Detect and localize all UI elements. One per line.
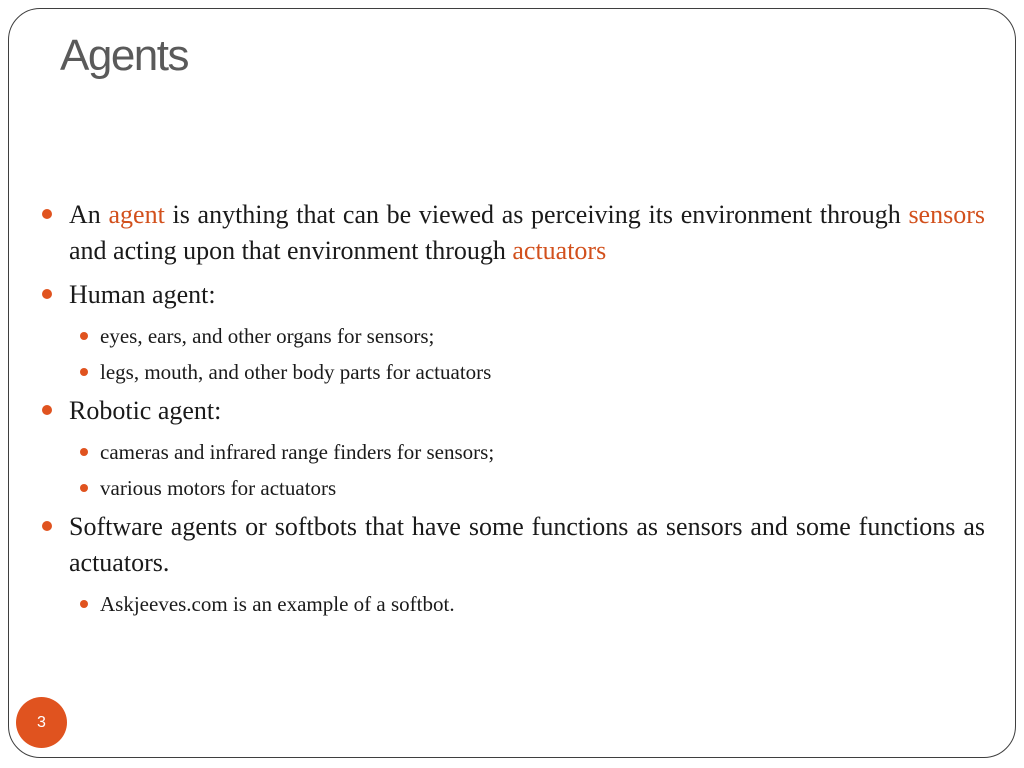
sub-bullet: [80, 437, 985, 467]
bullet-robotic-agent: [40, 393, 985, 429]
bullet-human-agent: [40, 277, 985, 313]
bullet-text: is anything that can be viewed as perceiving its environment through: [164, 200, 909, 229]
highlight-term-agent: agent: [108, 200, 165, 229]
bullet-text: and acting upon that environment through: [69, 236, 513, 265]
bullet-dot-icon: [80, 484, 88, 492]
bullet-dot-icon: [42, 521, 52, 531]
sub-bullet: [80, 589, 985, 619]
bullet-text: Software agents or softbots that have some functions as sensors and some functions as actuators.: [69, 512, 985, 577]
bullet-software-agents: [40, 509, 985, 581]
highlight-term-actuators: actuators: [512, 236, 607, 265]
slide-body: [40, 197, 985, 625]
highlight-term-sensors: sensors: [908, 200, 985, 229]
sub-bullet-text: legs, mouth, and other body parts for actuators: [100, 360, 492, 384]
bullet-text: Robotic agent:: [69, 396, 222, 425]
bullet-text: An: [69, 200, 109, 229]
slide-title: Agents: [60, 31, 188, 80]
bullet-dot-icon: [80, 368, 88, 376]
bullet-dot-icon: [80, 332, 88, 340]
sub-bullet-text: Askjeeves.com is an example of a softbot.: [100, 592, 455, 616]
slide-number-badge: 3: [16, 697, 67, 748]
sub-bullet: [80, 357, 985, 387]
bullet-agent-definition: [40, 197, 985, 269]
bullet-dot-icon: [42, 209, 52, 219]
sub-bullet-text: various motors for actuators: [100, 476, 337, 500]
bullet-text: Human agent:: [69, 280, 216, 309]
sub-bullet-text: cameras and infrared range finders for sensors;: [100, 440, 495, 464]
bullet-dot-icon: [80, 448, 88, 456]
bullet-dot-icon: [42, 405, 52, 415]
bullet-dot-icon: [80, 600, 88, 608]
bullet-dot-icon: [42, 289, 52, 299]
sub-bullet-text: eyes, ears, and other organs for sensors;: [100, 324, 435, 348]
sub-bullet: [80, 321, 985, 351]
sub-bullet: [80, 473, 985, 503]
